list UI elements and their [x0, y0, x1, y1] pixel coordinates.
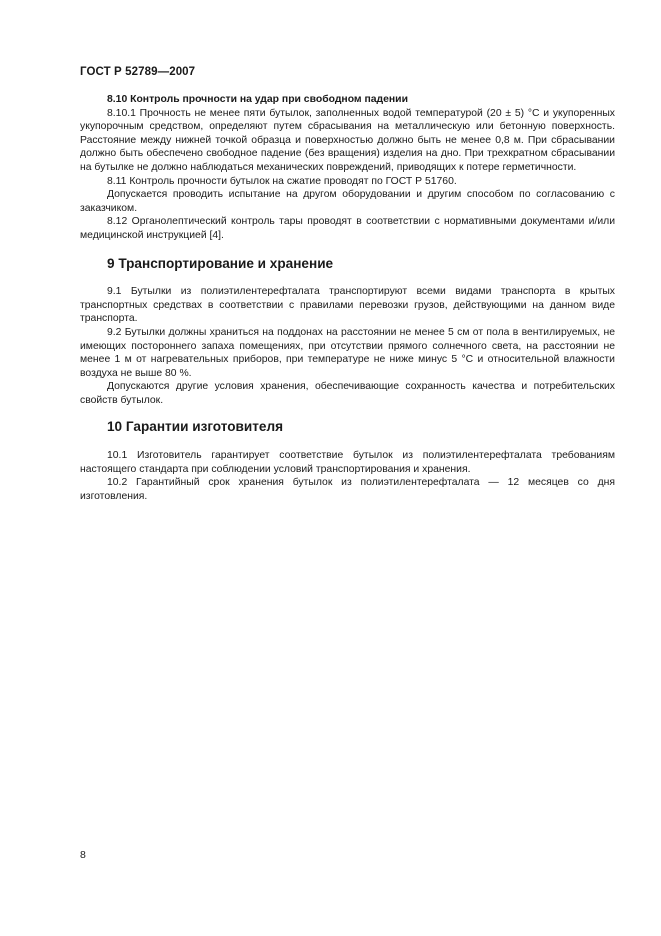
- clause-8-10-title: 8.10 Контроль прочности на удар при свободном падении: [107, 94, 408, 105]
- section-9-heading: 9 Транспортирование и хранение: [107, 255, 334, 271]
- clause-10-2: 10.2 Гарантийный срок хранения бутылок из полиэтилентерефталата — 12 месяцев со дня изготовления.: [80, 477, 615, 502]
- clause-9-2: 9.2 Бутылки должны храниться на поддонах на расстоянии не менее 5 см от пола в вентилируемых, не имеющих постороннего запаха помещениях, при отсутствии прямого солнечного света, на расстоянии не менее 1 м от нагревательных приборов, при температуре не ниже минус 5 °C и относительной влажности воздуха не выше 80 %.: [80, 326, 615, 379]
- clause-8-11-note: Допускается проводить испытание на другом оборудовании и другим способом по согласованию с заказчиком.: [80, 189, 615, 214]
- clause-8-12: 8.12 Органолептический контроль тары проводят в соответствии с нормативными документами и/или медицинской инструкцией [4].: [80, 216, 615, 241]
- clause-8-11: 8.11 Контроль прочности бутылок на сжатие проводят по ГОСТ Р 51760.: [107, 175, 457, 187]
- clause-9-1: 9.1 Бутылки из полиэтилентерефталата транспортируют всеми видами транспорта в крытых транспортных средствах в соответствии с правилами перевозки грузов, действующими на данном виде транспорта.: [80, 286, 615, 325]
- section-10-heading: 10 Гарантии изготовителя: [107, 419, 284, 435]
- document-body: [80, 93, 615, 503]
- clause-8-10-1: 8.10.1 Прочность не менее пяти бутылок, заполненных водой температурой (20 ± 5) °C и укупоренных укупорочным средством, определяют путем сбрасывания на металлическую или бетонную поверхность. Расстояние между нижней точкой образца и поверхностью должно быть не менее 0,8 м. При сбрасывании должно быть обеспечено свободное падение (без вращения) изделия на дно. При трехкратном сбрасывании на бутылке не должно наблюдаться механических повреждений, приводящих к потере герметичности.: [80, 107, 615, 173]
- page-number: 8: [80, 849, 86, 861]
- clause-9-2-note: Допускаются другие условия хранения, обеспечивающие сохранность качества и потребительских свойств бутылок.: [80, 381, 615, 406]
- document-header: ГОСТ Р 52789—2007: [80, 66, 196, 78]
- clause-10-1: 10.1 Изготовитель гарантирует соответствие бутылок из полиэтилентерефталата требованиям настоящего стандарта при соблюдении условий транспортирования и хранения.: [80, 450, 615, 475]
